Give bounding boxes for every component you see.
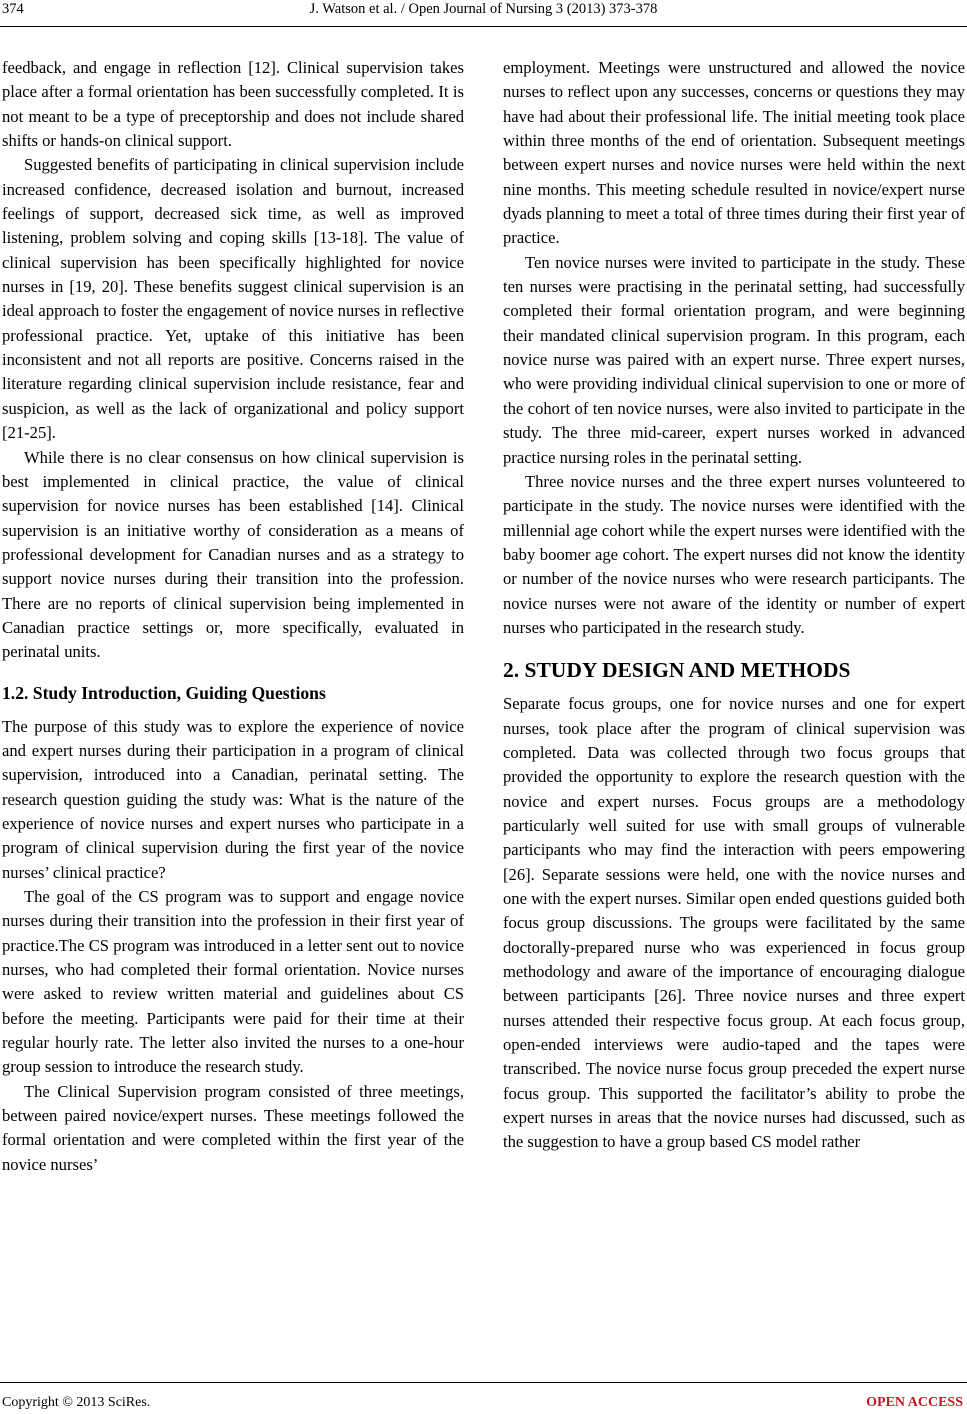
page-number: 374: [2, 1, 24, 17]
section-heading: 2. STUDY DESIGN AND METHODS: [503, 658, 851, 683]
open-access-label: OPEN ACCESS: [866, 1395, 963, 1410]
paragraph: Separate focus groups, one for novice nurses and one for expert nurses, took place after the program of clinical supervision was completed. Data was collected through two focus groups that provided the opportunity to explore the research question with the novice and expert nurses. Focus groups are a methodology particularly well suited for use with small groups of vulnerable participants who may find the interaction with peers empowering [26]. Separate sessions were held, one with the novice nurses and one with the expert nurses. Similar open ended questions guided both focus group discussions. The groups were facilitated by the same doctorally-prepared nurse who was experienced in focus group methodology and aware of the importance of encouraging dialogue between participants [26]. Three novice nurses and three expert nurses attended their respective focus group. At each focus group, open-ended interviews were audio-taped and the tapes were transcribed. The novice nurse focus group preceded the expert nurse focus group. This supported the facilitator’s ability to probe the expert nurses in areas that the novice nurses had discussed, such as the suggestion to have a group based CS model rather: [503, 694, 965, 1152]
page-header: [0, 0, 967, 28]
paragraph: Ten novice nurses were invited to participate in the study. These ten nurses were practising in the perinatal setting, had successfully completed their formal orientation program, and were beginning their mandated clinical supervision program. In this program, each novice nurse was paired with an expert nurse. Three expert nurses, who were providing individual clinical supervision to one or more of the cohort of ten novice nurses, were also invited to participate in the study. The three mid-career, expert nurses worked in advanced practice nursing roles in the perinatal setting.: [503, 252, 965, 467]
section-heading: 1.2. Study Introduction, Guiding Questions: [2, 682, 326, 703]
paragraph: The Clinical Supervision program consisted of three meetings, between paired novice/expert nurses. These meetings followed the formal orientation and were completed within the first year of the novice nurses’: [2, 1081, 464, 1174]
paragraph: feedback, and engage in reflection [12]. Clinical supervision takes place after a formal orientation has been successfully completed. It is not meant to be a type of preceptorship and does not include shared shifts or hands-on clinical support.: [2, 58, 464, 151]
running-head: J. Watson et al. / Open Journal of Nursing 3 (2013) 373-378: [309, 1, 658, 17]
paragraph: Suggested benefits of participating in clinical supervision include increased confidence, decreased isolation and burnout, increased feelings of support, decreased sick time, as well as improved listening, problem solving and coping skills [13-18]. The value of clinical supervision has been specifically highlighted for novice nurses in [19, 20]. These benefits suggest clinical supervision is an ideal approach to foster the engagement of novice nurses in reflective professional practice. Yet, uptake of this initiative has been inconsistent and not all reports are positive. Concerns raised in the literature regarding clinical supervision include resistance, fear and suspicion, as well as the lack of organizational and policy support [21-25].: [2, 155, 464, 443]
paragraph: employment. Meetings were unstructured and allowed the novice nurses to reflect upon any successes, concerns or questions they may have had about their professional life. The initial meeting took place within three months of the end of orientation. Subsequent meetings between expert nurses and novice nurses were held within the next nine months. This meeting schedule resulted in novice/expert nurse dyads planning to meet a total of three times during their first year of practice.: [503, 58, 965, 248]
page-footer: [0, 1387, 967, 1411]
paragraph: While there is no clear consensus on how clinical supervision is best implemented in clinical practice, the value of clinical supervision for novice nurses has been established [14]. Clinical supervision is an initiative worthy of consideration as a means of professional development for Canadian nurses and as a strategy to support novice nurses during their transition into the profession. There are no reports of clinical supervision being implemented in Canadian practice settings or, more specifically, evaluated in perinatal units.: [2, 447, 464, 662]
copyright-notice: Copyright © 2013 SciRes.: [2, 1395, 151, 1410]
footer-rule: [0, 1382, 967, 1383]
header-rule: [0, 26, 967, 27]
paragraph: The goal of the CS program was to support and engage novice nurses during their transition into the profession in their first year of practice.The CS program was introduced in a letter sent out to novice nurses, who had completed their formal orientation. Novice nurses were asked to review written material and guidelines about CS before the meeting. Participants were paid for their time at their regular hourly rate. The letter also invited the nurses to a one-hour group session to introduce the research study.: [2, 887, 464, 1077]
paragraph: The purpose of this study was to explore the experience of novice and expert nurses during their participation in a program of clinical supervision, introduced into a Canadian, perinatal setting. The research question guiding the study was: What is the nature of the experience of novice nurses and expert nurses who participate in a program of clinical supervision during the first year of the novice nurses’ clinical practice?: [2, 716, 464, 882]
left-column: [2, 56, 464, 1177]
paragraph: Three novice nurses and the three expert nurses volunteered to participate in the study. The novice nurses were identified with the millennial age cohort while the expert nurses were identified with the baby boomer age cohort. The expert nurses did not know the identity or number of the novice nurses who were research participants. The novice nurses were not aware of the identity or number of expert nurses who participated in the research study.: [503, 471, 965, 637]
right-column: [503, 56, 965, 1155]
